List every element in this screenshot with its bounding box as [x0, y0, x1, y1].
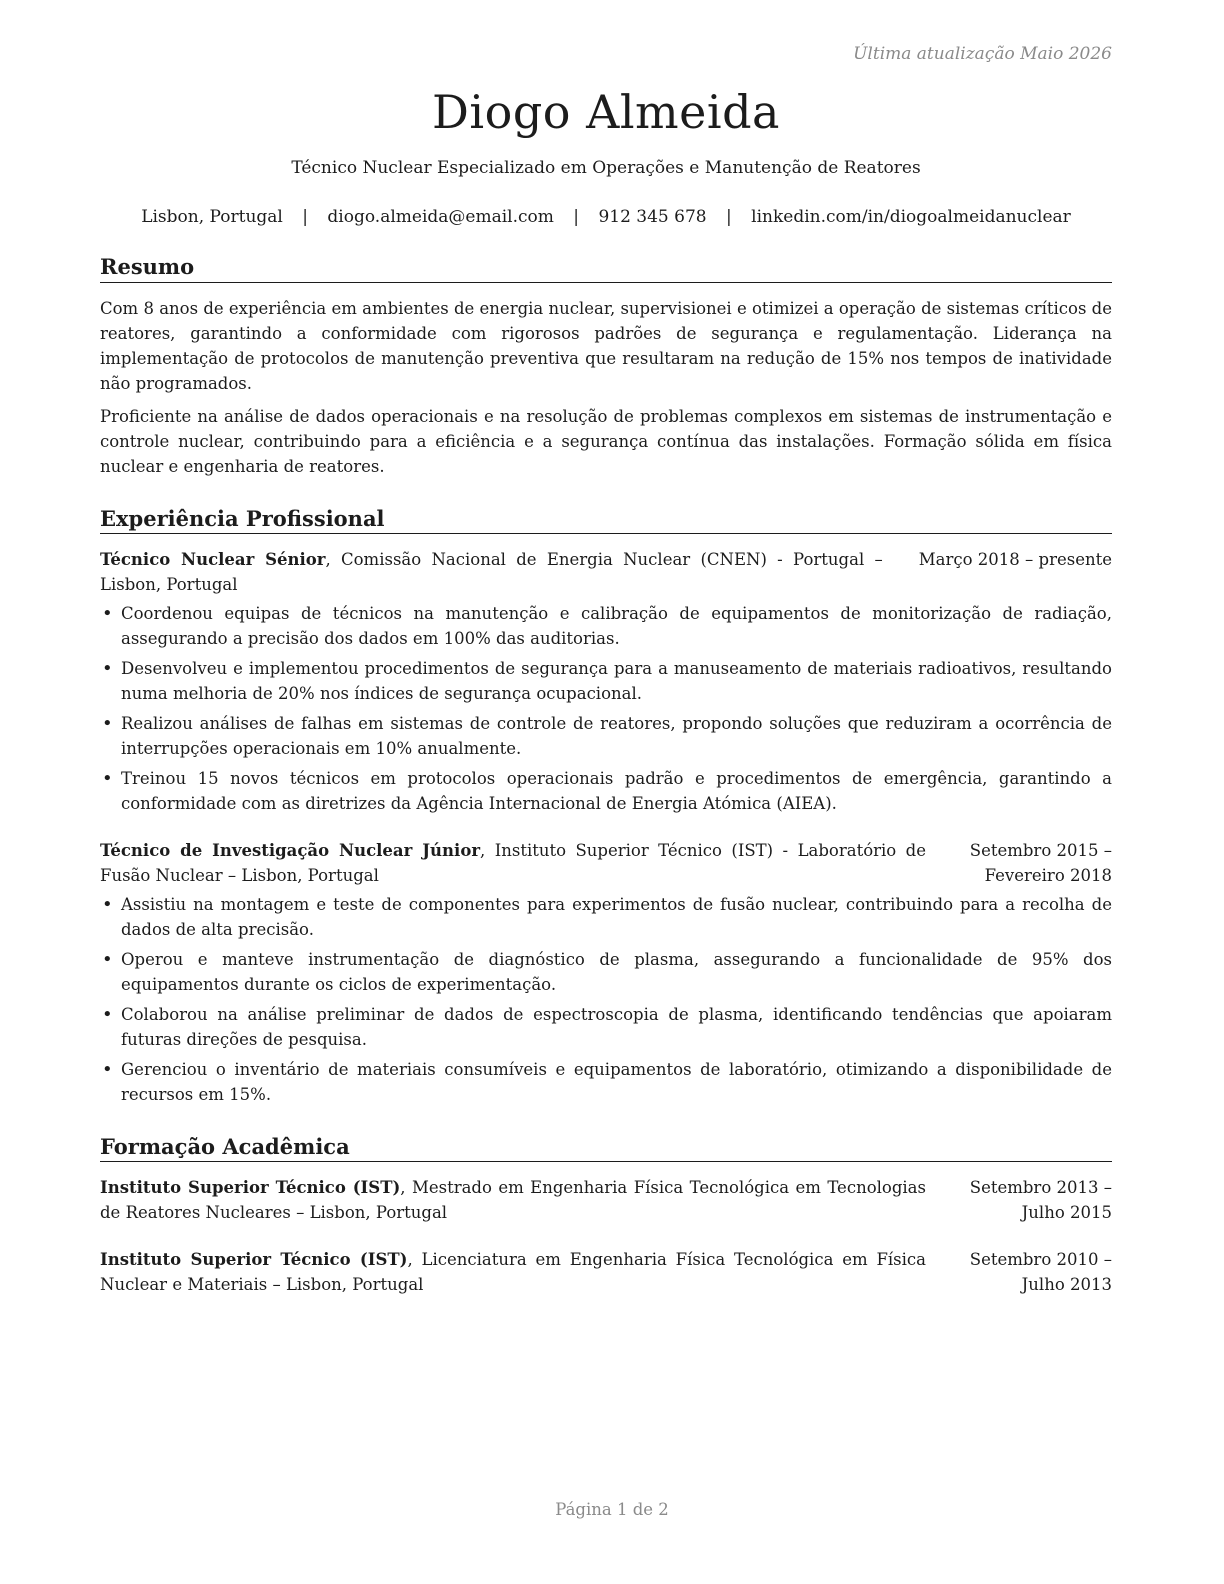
contact-phone: 912 345 678: [598, 207, 707, 228]
experience-bullet: • Treinou 15 novos técnicos em protocolos operacionais padrão e procedimentos de emergência, garantindo a conformidade com as diretrizes da Agência Internacional de Energia Atómica (AIEA).: [100, 766, 1112, 816]
experience-entry: [100, 547, 1112, 816]
education-school: Instituto Superior Técnico (IST): [100, 1250, 408, 1270]
education-school-degree: [100, 1175, 926, 1225]
education-entry-header: [100, 1247, 1112, 1297]
summary-paragraph: Proficiente na análise de dados operacionais e na resolução de problemas complexos em sistemas de instrumentação e controle nuclear, contribuindo para a eficiência e a segurança contínua das instalações. Formação sólida em física nuclear e engenharia de reatores.: [100, 406, 1112, 476]
candidate-tagline: Técnico Nuclear Especializado em Operações e Manutenção de Reatores: [291, 158, 921, 179]
experience-bullet-list: [100, 892, 1112, 1107]
page-number: Página 1 de 2: [555, 1500, 669, 1519]
experience-role-org: [100, 547, 883, 597]
experience-organization: , Comissão Nacional de Energia Nuclear (CNEN) - Portugal – Lisbon, Portugal: [100, 549, 883, 594]
contact-email[interactable]: diogo.almeida@email.com: [327, 207, 554, 228]
education-school-degree: [100, 1247, 926, 1297]
section-title-experience: Experiência Profissional: [100, 505, 1112, 534]
education-school: Instituto Superior Técnico (IST): [100, 1178, 401, 1198]
experience-bullet: • Desenvolveu e implementou procedimentos de segurança para a manuseamento de materiais radioativos, resultando numa melhoria de 20% nos índices de segurança ocupacional.: [100, 656, 1112, 706]
contact-separator: |: [573, 207, 580, 228]
experience-dates: Setembro 2015 – Fevereiro 2018: [969, 840, 1112, 885]
contact-line: [100, 207, 1112, 227]
experience-dates: Março 2018 – presente: [918, 549, 1112, 569]
experience-role: Técnico Nuclear Sénior: [100, 549, 326, 569]
summary-paragraph: Com 8 anos de experiência em ambientes de energia nuclear, supervisionei e otimizei a operação de sistemas críticos de reatores, garantindo a conformidade com rigorosos padrões de segurança e regulamentação. Liderança na implementação de protocolos de manutenção preventiva que resultaram na redução de 15% nos tempos de inatividade não programados.: [100, 298, 1112, 393]
experience-bullet: • Realizou análises de falhas em sistemas de controle de reatores, propondo soluções que reduziram a ocorrência de interrupções operacionais em 10% anualmente.: [100, 711, 1112, 761]
experience-bullet: • Assistiu na montagem e teste de componentes para experimentos de fusão nuclear, contribuindo para a recolha de dados de alta precisão.: [100, 892, 1112, 942]
education-entry-header: [100, 1175, 1112, 1225]
experience-entry-header: [100, 547, 1112, 597]
section-title-education: Formação Acadêmica: [100, 1133, 1112, 1162]
education-dates: Setembro 2013 – Julho 2015: [969, 1178, 1112, 1223]
experience-bullet: • Coordenou equipas de técnicos na manutenção e calibração de equipamentos de monitorização de radiação, assegurando a precisão dos dados em 100% das auditorias.: [100, 601, 1112, 651]
experience-bullet: • Operou e manteve instrumentação de diagnóstico de plasma, assegurando a funcionalidade de 95% dos equipamentos durante os ciclos de experimentação.: [100, 947, 1112, 997]
last-updated-note: Última atualização Maio 2026: [853, 44, 1112, 64]
education-degree: , Mestrado em Engenharia Física Tecnológica em Tecnologias de Reatores Nucleares – Lisbon, Portugal: [100, 1178, 926, 1223]
experience-bullet-list: [100, 601, 1112, 816]
section-title-summary: Resumo: [100, 253, 1112, 282]
experience-entry-header: [100, 838, 1112, 888]
education-entry: [100, 1175, 1112, 1225]
education-entry: [100, 1247, 1112, 1297]
contact-linkedin[interactable]: linkedin.com/in/diogoalmeidanuclear: [751, 207, 1071, 228]
experience-role: Técnico de Investigação Nuclear Júnior: [100, 840, 481, 860]
candidate-name: Diogo Almeida: [432, 85, 780, 139]
contact-separator: |: [726, 207, 732, 228]
education-dates: Setembro 2010 – Julho 2013: [969, 1250, 1112, 1295]
experience-role-org: [100, 838, 926, 888]
experience-bullet: • Gerenciou o inventário de materiais consumíveis e equipamentos de laboratório, otimizando a disponibilidade de recursos em 15%.: [100, 1057, 1112, 1107]
experience-bullet: • Colaborou na análise preliminar de dados de espectroscopia de plasma, identificando tendências que apoiaram futuras direções de pesquisa.: [100, 1002, 1112, 1052]
contact-location: Lisbon, Portugal: [141, 207, 283, 228]
experience-organization: , Instituto Superior Técnico (IST) - Laboratório de Fusão Nuclear – Lisbon, Portugal: [100, 840, 927, 885]
experience-entry: [100, 838, 1112, 1107]
education-degree: , Licenciatura em Engenharia Física Tecnológica em Física Nuclear e Materiais – Lisbon, Portugal: [100, 1250, 926, 1295]
contact-separator: |: [302, 207, 309, 228]
